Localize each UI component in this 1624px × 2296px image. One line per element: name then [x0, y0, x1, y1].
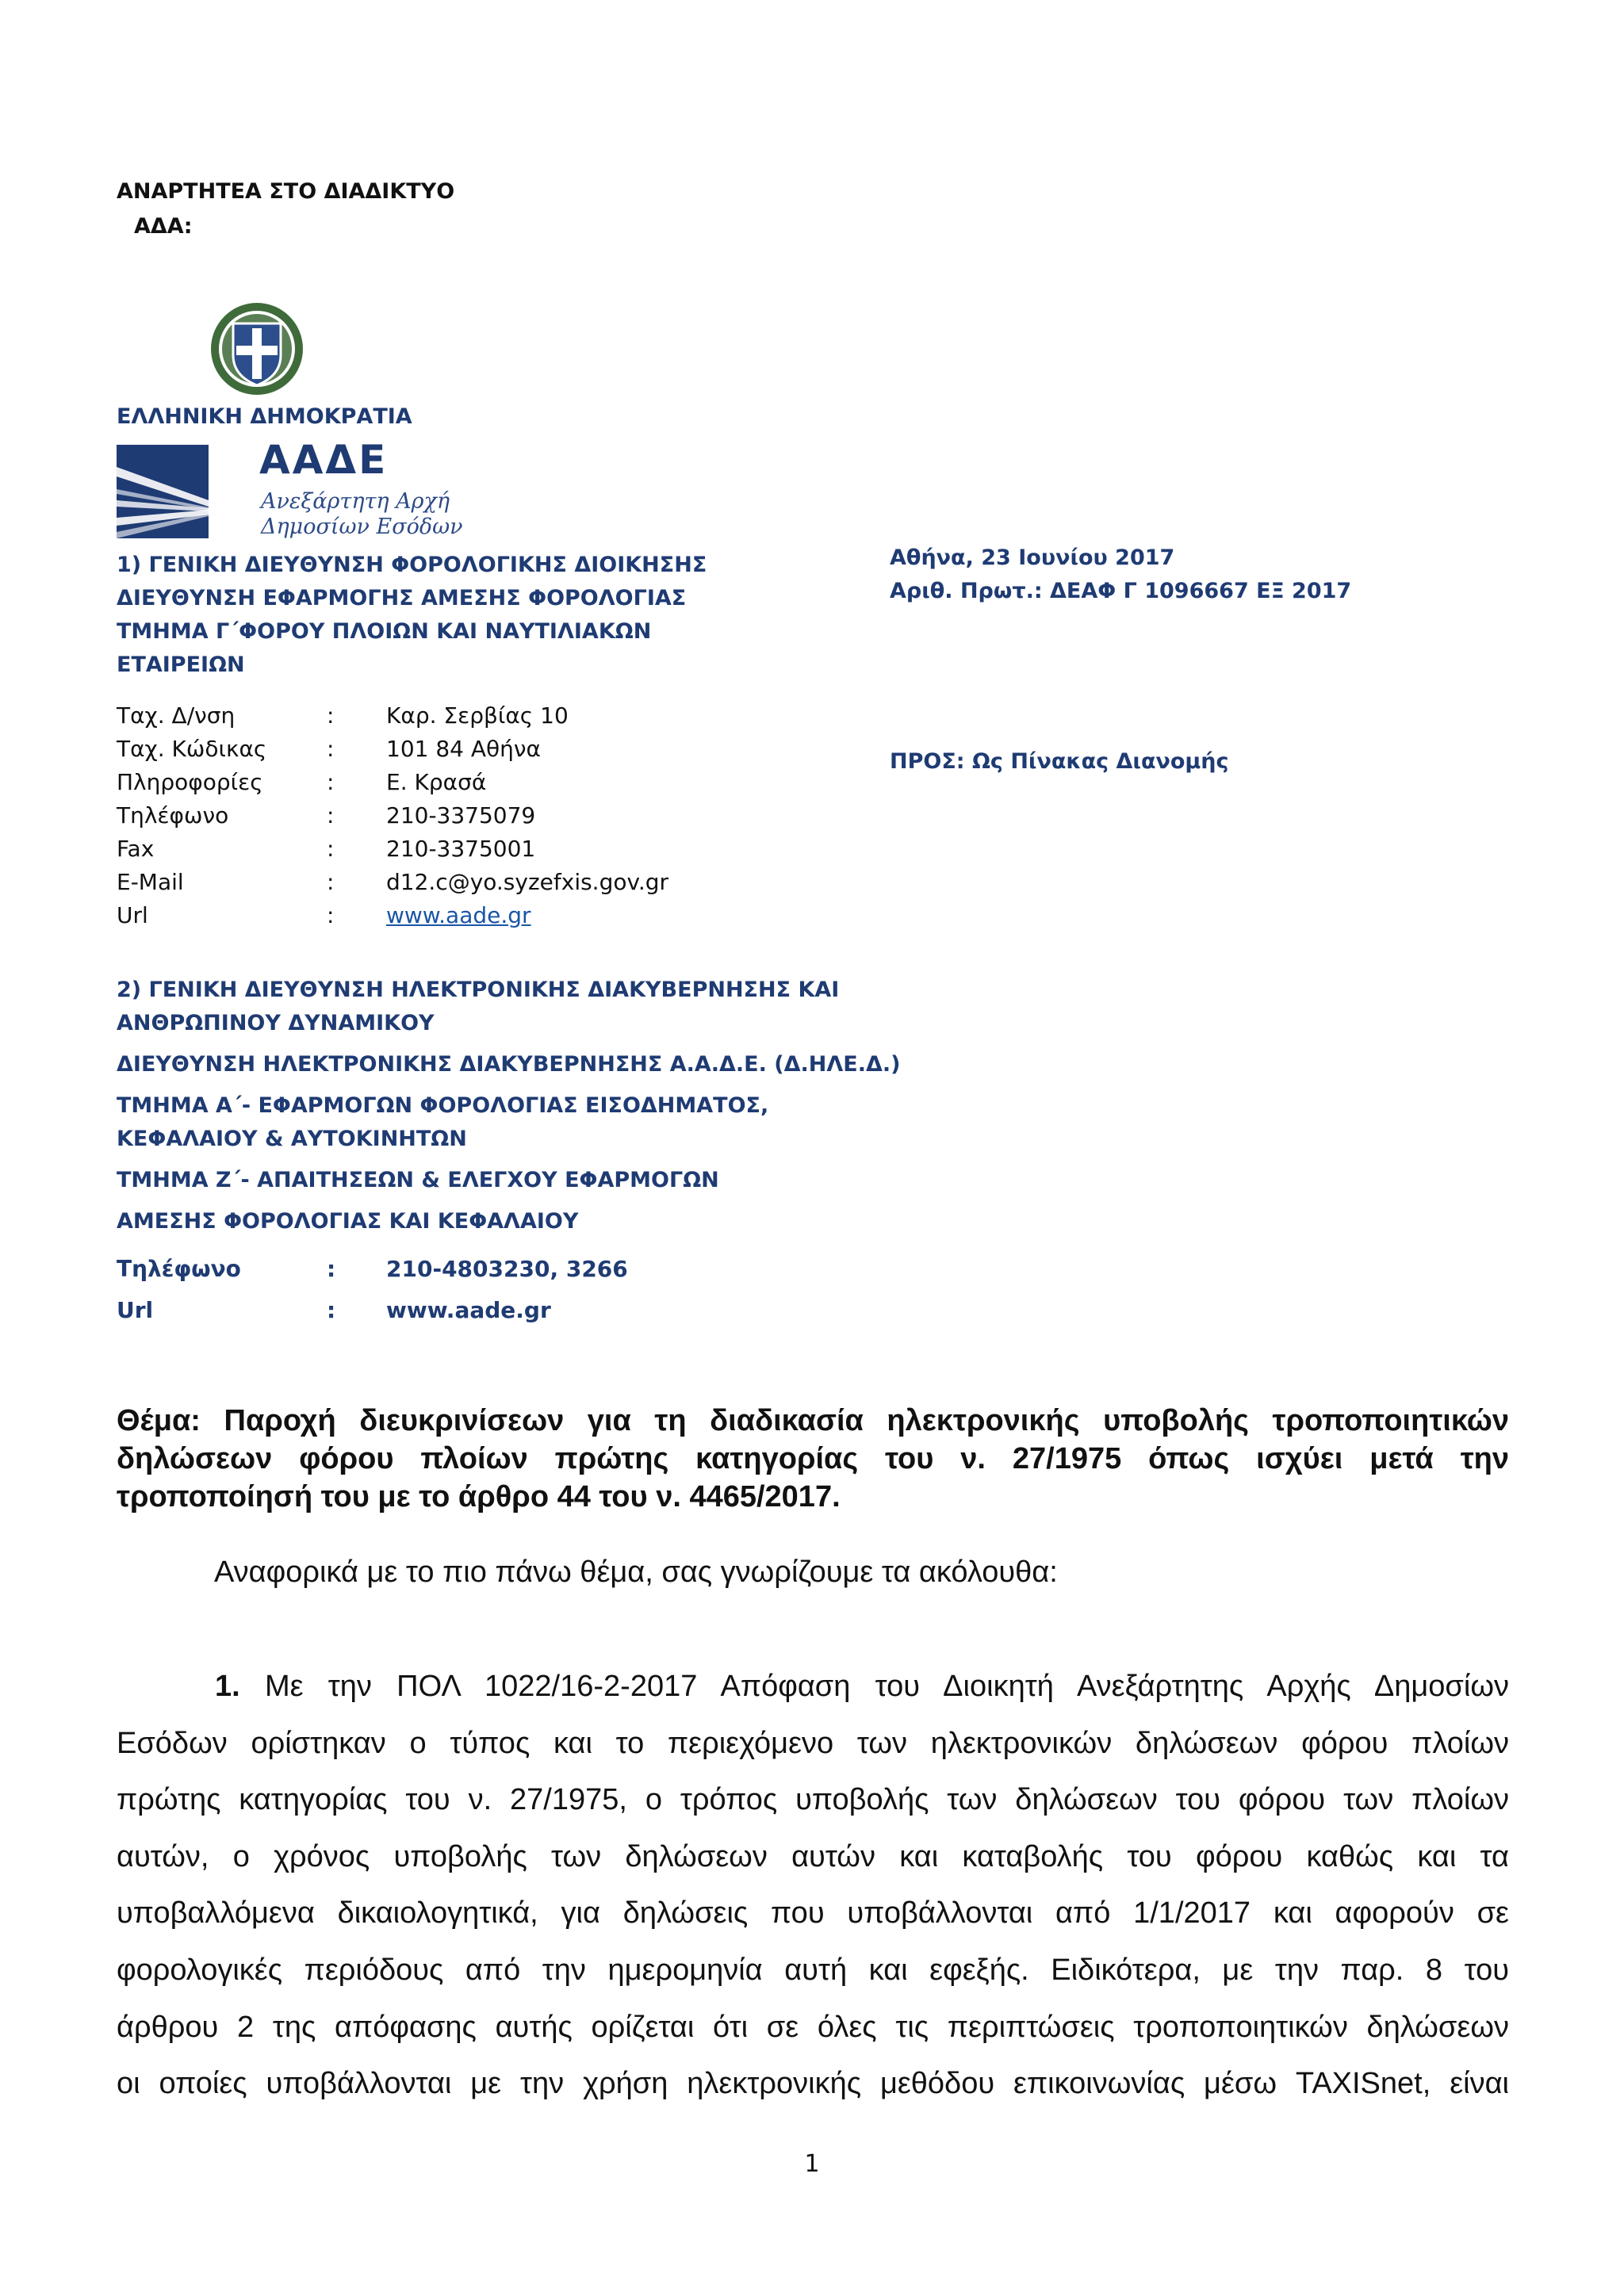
contact-details-2: [117, 1249, 628, 1331]
department-line: 2) ΓΕΝΙΚΗ ΔΙΕΥΘΥΝΣΗ ΗΛΕΚΤΡΟΝΙΚΗΣ ΔΙΑΚΥΒΕΡΝΗΣΗΣ ΚΑΙ: [117, 978, 840, 1002]
aade-logo-subtitle-line: Δημοσίων Εσόδων: [261, 515, 463, 539]
contact-row-fax: [117, 832, 668, 866]
document-meta: [890, 541, 1351, 608]
contact-value: Ε. Κρασά: [386, 769, 487, 795]
greek-emblem-icon: [208, 300, 306, 398]
department-line: ΤΜΗΜΑ Γ΄ΦΟΡΟΥ ΠΛΟΙΩΝ ΚΑΙ ΝΑΥΤΙΛΙΑΚΩΝ: [117, 619, 652, 644]
contact-separator: :: [327, 902, 335, 928]
aade-logo-subtitle-line: Ανεξάρτητη Αρχή: [261, 489, 450, 514]
contact-value: 210-3375001: [386, 836, 536, 862]
page-number: 1: [804, 2150, 820, 2178]
website-link[interactable]: www.aade.gr: [386, 902, 531, 928]
post-notice-label: ΑΝΑΡΤΗΤΕΑ ΣΤΟ ΔΙΑΔΙΚΤΥΟ: [117, 179, 455, 204]
contact-row-url: [117, 1290, 628, 1331]
contact-separator: :: [327, 702, 335, 729]
contact-value: www.aade.gr: [386, 1297, 551, 1323]
contact-row-information: [117, 766, 668, 799]
contact-row-postcode: [117, 733, 668, 766]
aade-logo-name: ΑΑΔΕ: [259, 437, 389, 483]
contact-separator: :: [327, 836, 335, 862]
paragraph-line: υποβαλλόμενα δικαιολογητικά, για δηλώσεις που υποβάλλονται από 1/1/2017 και αφορούν σε: [117, 1896, 1509, 1931]
department-line: ΔΙΕΥΘΥΝΣΗ ΗΛΕΚΤΡΟΝΙΚΗΣ ΔΙΑΚΥΒΕΡΝΗΣΗΣ Α.Α.Δ.Ε. (Δ.ΗΛΕ.Δ.): [117, 1052, 901, 1077]
aade-logo-subtitle: [261, 489, 463, 540]
contact-separator: :: [327, 1256, 336, 1282]
ada-label: ΑΔΑ:: [134, 214, 193, 239]
contact-row-address: [117, 699, 668, 733]
contact-label: Ταχ. Δ/νση: [117, 702, 236, 729]
paragraph-line: [117, 1659, 1509, 1716]
post-notice: [117, 174, 454, 244]
paragraph-line: Εσόδων ορίστηκαν ο τύπος και το περιεχόμενο των ηλεκτρονικών δηλώσεων φόρου πλοίων: [117, 1726, 1509, 1760]
department-line: ΚΕΦΑΛΑΙΟΥ & ΑΥΤΟΚΙΝΗΤΩΝ: [117, 1127, 467, 1151]
contact-details-1: [117, 699, 668, 932]
recipient: ΠΡΟΣ: Ως Πίνακας Διανομής: [890, 749, 1229, 774]
document-date: Αθήνα, 23 Ιουνίου 2017: [890, 545, 1175, 570]
contact-row-email: [117, 866, 668, 899]
contact-separator: :: [327, 802, 335, 828]
paragraph-line: αυτών, ο χρόνος υποβολής των δηλώσεων αυτών και καταβολής του φόρου καθώς και τα: [117, 1839, 1509, 1873]
intro-sentence: Αναφορικά με το πιο πάνω θέμα, σας γνωρίζουμε τα ακόλουθα:: [214, 1556, 1058, 1589]
paragraph-line: πρώτης κατηγορίας του ν. 27/1975, ο τρόπος υποβολής των δηλώσεων του φόρου των πλοίων: [117, 1783, 1509, 1817]
contact-label: Πληροφορίες: [117, 769, 263, 795]
issuing-department-1: [117, 549, 719, 682]
department-line: ΑΝΘΡΩΠΙΝΟΥ ΔΥΝΑΜΙΚΟΥ: [117, 1011, 435, 1035]
contact-row-phone: [117, 1249, 628, 1290]
paragraph-line: φορολογικές περιόδους από την ημερομηνία αυτή και εφεξής. Ειδικότερα, με την παρ. 8 του: [117, 1953, 1509, 1987]
paragraph-line: άρθρου 2 της απόφασης αυτής ορίζεται ότι σε όλες τις περιπτώσεις τροποποιητικών δηλώσεων: [117, 2010, 1509, 2044]
contact-label: Url: [117, 1297, 154, 1323]
aade-logo-mark-icon: [117, 445, 209, 538]
department-line: ΕΤΑΙΡΕΙΩΝ: [117, 652, 245, 677]
aade-logo: [117, 437, 481, 543]
contact-value: 210-3375079: [386, 802, 536, 828]
department-line: ΔΙΕΥΘΥΝΣΗ ΕΦΑΡΜΟΓΗΣ ΑΜΕΣΗΣ ΦΟΡΟΛΟΓΙΑΣ: [117, 586, 687, 610]
contact-label: Ταχ. Κώδικας: [117, 736, 267, 762]
department-line: ΤΜΗΜΑ Α΄- ΕΦΑΡΜΟΓΩΝ ΦΟΡΟΛΟΓΙΑΣ ΕΙΣΟΔΗΜΑΤΟΣ,: [117, 1093, 769, 1118]
contact-separator: :: [327, 736, 335, 762]
protocol-number: Αριθ. Πρωτ.: ΔΕΑΦ Γ 1096667 ΕΞ 2017: [890, 579, 1352, 603]
contact-label: Τηλέφωνο: [117, 802, 229, 828]
contact-label: Fax: [117, 836, 155, 862]
contact-separator: :: [327, 869, 335, 895]
subject-heading: Θέμα: Παροχή διευκρινίσεων για τη διαδικασία ηλεκτρονικής υποβολής τροποποιητικών δηλώσεων φόρου πλοίων πρώτης κατηγορίας του ν. 27/1975 όπως ισχύει μετά την τροποποίησή του με το άρθρο 44 του ν. 4465/2017.: [117, 1404, 1509, 1513]
paragraph-line-text: Με την ΠΟΛ 1022/16-2-2017 Απόφαση του Διοικητή Ανεξάρτητης Αρχής Δημοσίων: [264, 1670, 1509, 1703]
contact-value: Καρ. Σερβίας 10: [386, 702, 569, 729]
contact-label: Url: [117, 902, 148, 928]
republic-name: ΕΛΛΗΝΙΚΗ ΔΗΜΟΚΡΑΤΙΑ: [117, 404, 412, 429]
contact-value: 101 84 Αθήνα: [386, 736, 542, 762]
contact-row-phone: [117, 799, 668, 832]
contact-row-url: [117, 899, 668, 932]
paragraph-line: οι οποίες υποβάλλονται με την χρήση ηλεκτρονικής μεθόδου επικοινωνίας μέσω TAXISnet, είναι: [117, 2067, 1509, 2101]
department-line: ΑΜΕΣΗΣ ΦΟΡΟΛΟΓΙΑΣ ΚΑΙ ΚΕΦΑΛΑΙΟΥ: [117, 1209, 579, 1234]
department-line: ΤΜΗΜΑ Ζ΄- ΑΠΑΙΤΗΣΕΩΝ & ΕΛΕΓΧΟΥ ΕΦΑΡΜΟΓΩΝ: [117, 1168, 719, 1192]
paragraph-number: 1.: [215, 1670, 240, 1703]
contact-label: E-Mail: [117, 869, 184, 895]
department-line: 1) ΓΕΝΙΚΗ ΔΙΕΥΘΥΝΣΗ ΦΟΡΟΛΟΓΙΚΗΣ ΔΙΟΙΚΗΣΗΣ: [117, 553, 707, 577]
contact-separator: :: [327, 1297, 336, 1323]
contact-label: Τηλέφωνο: [117, 1256, 241, 1282]
contact-value: d12.c@yo.syzefxis.gov.gr: [386, 869, 669, 895]
issuing-department-2: [117, 974, 910, 1238]
contact-separator: :: [327, 769, 335, 795]
contact-value: 210-4803230, 3266: [386, 1256, 628, 1282]
paragraph-1: [117, 1659, 1509, 2113]
